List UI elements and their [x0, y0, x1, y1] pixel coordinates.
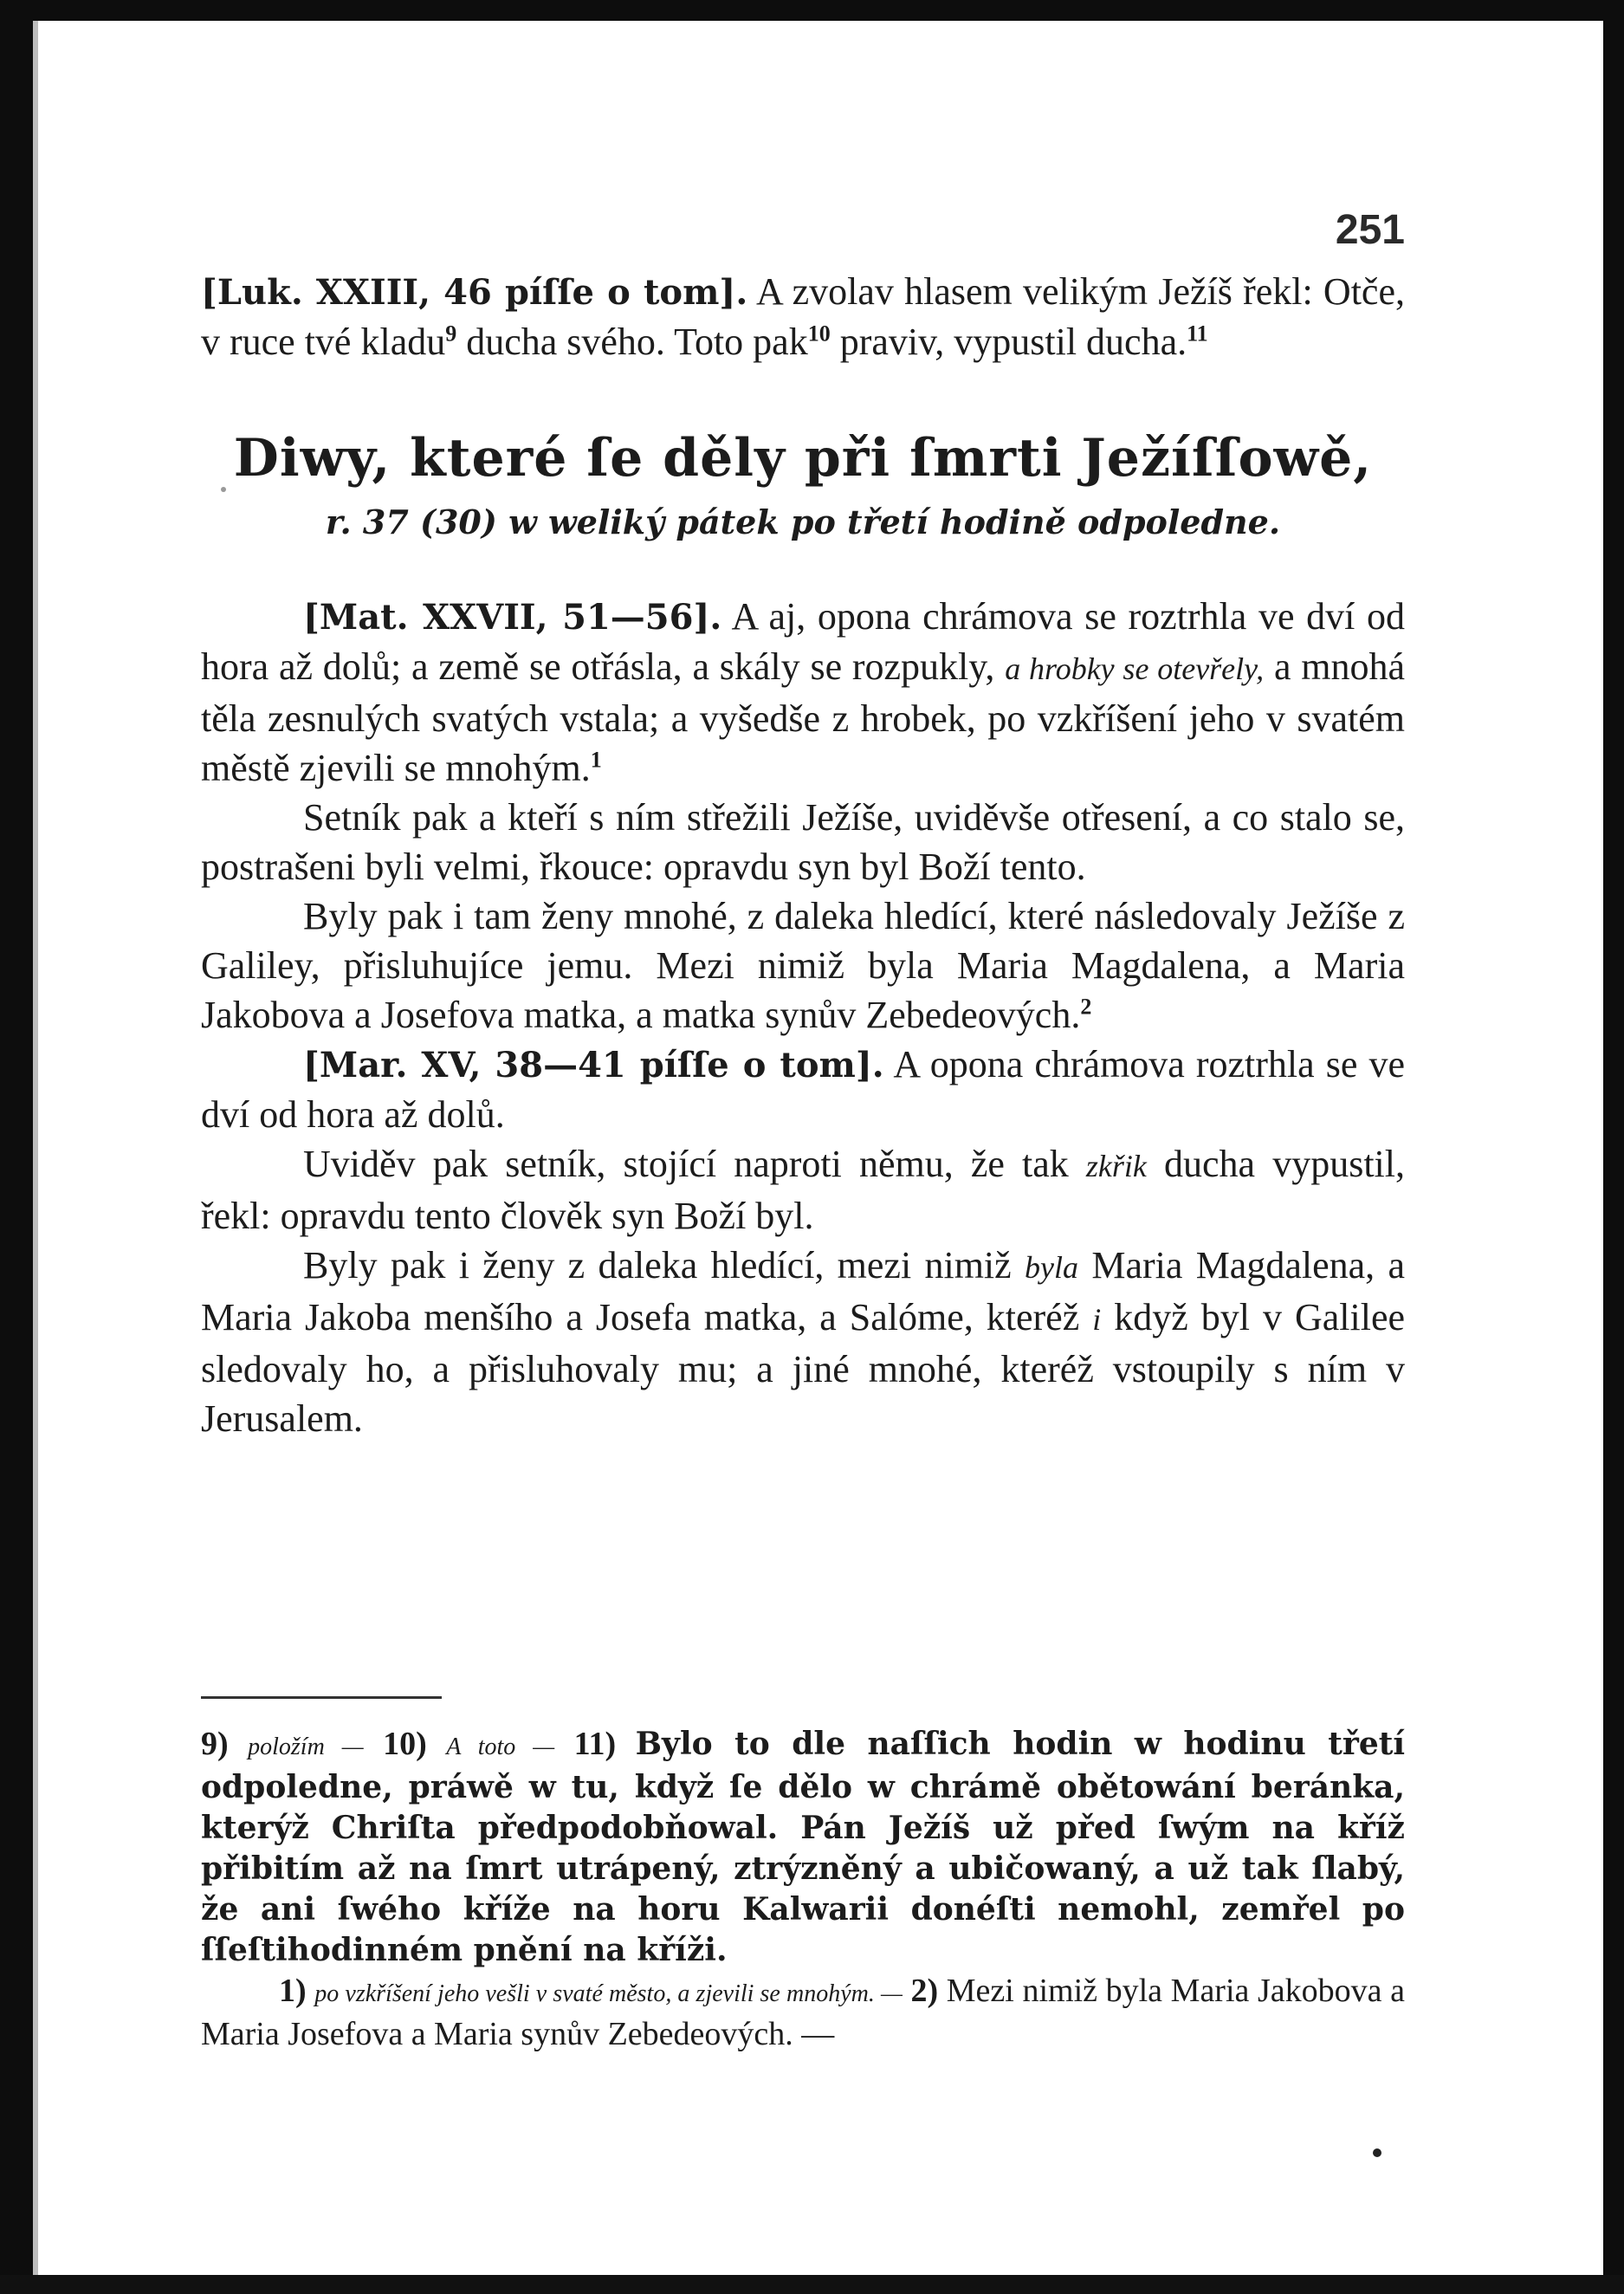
text-run: A zvolav hlasem velikým Ježíš řekl: Otče, v ruce tvé kladu	[201, 270, 1405, 363]
ink-speck	[221, 487, 226, 492]
text-run: ducha vypustil, řekl: opravdu tento člověk syn Boží byl.	[201, 1143, 1405, 1237]
footnote-divider	[201, 1696, 442, 1699]
footnote-text: Mezi nimiž byla Maria Jakobova a Maria Josefova a Maria synův Zebedeových. —	[201, 1973, 1406, 2052]
citation-reference: [Mat. XXVII, 51—56].	[303, 597, 722, 638]
scan-border-left	[0, 0, 33, 2294]
text-run: ducha svého. Toto pak	[456, 321, 808, 363]
paragraph-centurion: Setník pak a kteří s ním střežili Ježíše, uviděvše otřesení, a co stalo se, postrašeni byli velmi, řkouce: opravdu syn byl Boží tento.	[201, 796, 1405, 888]
footnote-marker[interactable]: 1	[590, 747, 602, 773]
scan-border-bottom	[0, 2275, 1624, 2294]
text-run: Byly pak i ženy z daleka hledící, mezi nimiž	[303, 1244, 1026, 1286]
page-number: 251	[1335, 207, 1405, 253]
paragraph-women-mark	[201, 1241, 1405, 1443]
footnote-number: 10)	[383, 1726, 427, 1762]
ink-speck	[1373, 2148, 1381, 2157]
footnote-marker[interactable]: 10	[807, 321, 831, 347]
footnote-text: Bylo to dle naſſich hodin w hodinu třetí odpoledne, práwě w tu, když ſe dělo w chrámě obětowání beránka, kterýž Chriſta předpodobňowal. Pán Ježíš už před ſwým na kříž přibitím až na ſmrt utrápený, ztrýzněný a ubičowaný, a už tak ſlabý, že ani ſwého kříže na horu Kalwarii donéſti nemohl, zemřel po ſſeſtihodinném pnění na kříži.	[201, 1726, 1406, 1968]
paragraph-luke	[201, 267, 1405, 366]
footnote-marker[interactable]: 9	[445, 321, 457, 347]
section-heading: Diwy, které ſe děly při ſmrti Ježíſſowě,	[233, 428, 1373, 489]
main-text	[201, 267, 1405, 1443]
italic-insertion: i	[1092, 1302, 1102, 1337]
citation-reference: [Mar. XV, 38—41 píſſe o tom].	[303, 1045, 884, 1085]
footnote-block-1	[201, 1724, 1405, 1971]
section-subheading: r. 37 (30) w weliký pátek po třetí hodině odpoledne.	[325, 502, 1281, 541]
footnote-number: 1)	[279, 1973, 307, 2009]
italic-insertion: byla	[1025, 1250, 1078, 1285]
text-run: Uviděv pak setník, stojící naproti němu, že tak	[303, 1143, 1086, 1185]
paragraph-centurion-mark	[201, 1139, 1405, 1241]
text-run: A opona chrámova roztrhla se ve dví od hora až dolů.	[201, 1043, 1405, 1136]
footnote-number: 11)	[573, 1726, 617, 1762]
footnote-number: 9)	[201, 1726, 229, 1762]
footnote-marker[interactable]: 2	[1080, 994, 1092, 1020]
italic-insertion: zkřik	[1085, 1149, 1147, 1183]
footnote-block-2	[201, 1971, 1405, 2055]
paragraph-women	[201, 891, 1405, 1040]
footnotes-section	[201, 1724, 1405, 2055]
footnote-text: po vzkříšení jeho vešli v svaté město, a zjevili se mnohým. —	[314, 1980, 903, 2007]
text-run: A aj, opona chrámova se roztrhla ve dví od hora až dolů; a země se otřásla, a skály se rozpukly,	[201, 595, 1406, 688]
text-run: praviv, vypustil ducha.	[830, 321, 1187, 363]
text-run: Maria Magdalena, a Maria Jakoba menšího a Josefa matka, a Salóme, kteréž	[201, 1244, 1405, 1338]
text-run: Byly pak i tam ženy mnohé, z daleka hledící, které následovaly Ježíše z Galiley, přisluhujíce jemu. Mezi nimiž byla Maria Magdalena, a Maria Jakobova a Josefova matka, a matka synův Zebedeových.	[201, 895, 1405, 1036]
footnote-marker[interactable]: 11	[1187, 321, 1208, 347]
paragraph-matthew	[201, 592, 1405, 793]
text-run: když byl v Galilee sledovaly ho, a přisluhovaly mu; a jiné mnohé, kteréž vstoupily s ním v Jerusalem.	[201, 1296, 1406, 1440]
citation-reference: [Luk. XXIII, 46 píſſe o tom].	[201, 272, 748, 313]
page-gutter-shadow	[33, 21, 38, 2275]
text-run: a mnohá těla zesnulých svatých vstala; a vyšedše z hrobek, po vzkříšení jeho v svatém městě zjevili se mnohým.	[201, 645, 1406, 789]
footnote-text: položím —	[248, 1733, 364, 1760]
footnote-number: 2)	[910, 1973, 939, 2009]
footnote-text: A toto —	[446, 1733, 555, 1760]
italic-insertion: a hrobky se otevřely,	[1005, 651, 1265, 686]
scan-border-top	[0, 0, 1624, 21]
paragraph-mark	[201, 1040, 1405, 1139]
scan-border-right	[1603, 0, 1624, 2294]
